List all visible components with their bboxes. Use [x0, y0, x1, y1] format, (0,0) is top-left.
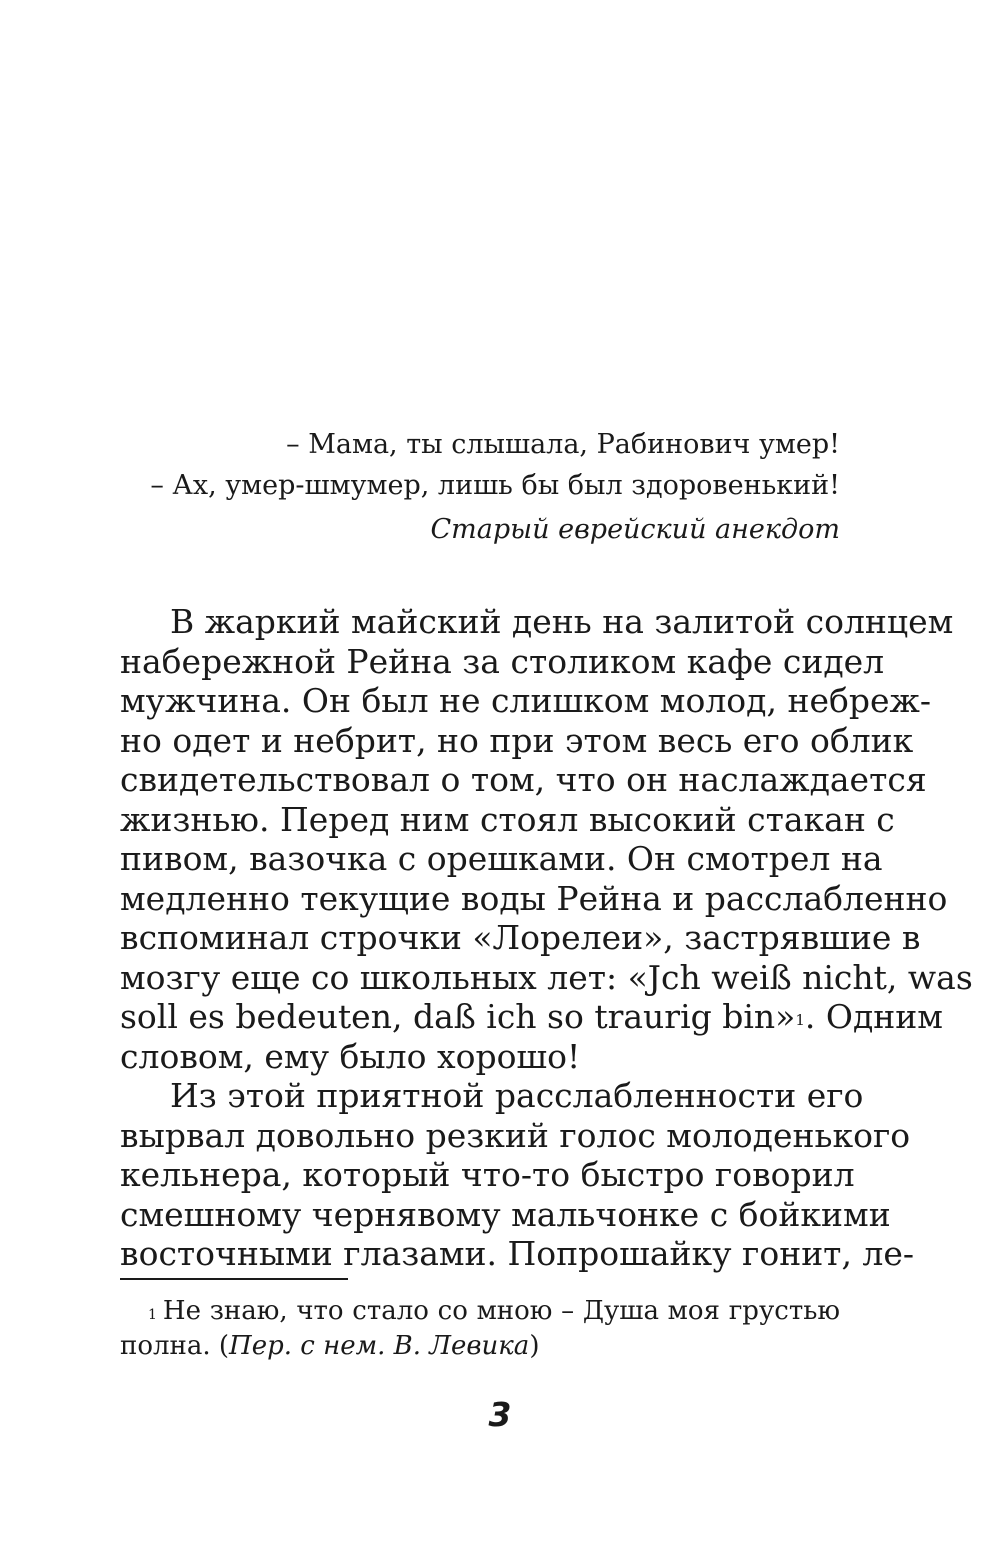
footnote — [120, 1294, 840, 1364]
epigraph — [120, 424, 840, 550]
text-line: набережной Рейна за столиком кафе сидел — [120, 641, 885, 681]
footnote-text: ) — [529, 1331, 540, 1361]
text-line: вспоминал строчки «Лорелеи», застрявшие в — [120, 918, 921, 957]
footnote-line — [120, 1329, 840, 1364]
footnote-line — [120, 1294, 840, 1329]
text-line: мужчина. Он был не слишком молод, небреж- — [120, 681, 932, 720]
text-line: кельнера, который что-то быстро говорил — [120, 1155, 855, 1194]
text-line: пивом, вазочка с орешками. Он смотрел на — [120, 839, 883, 878]
text-line: В жаркий майский день на залитой солнцем — [170, 602, 954, 641]
epigraph-line: – Ах, умер-шмумер, лишь бы был здоровенький! — [150, 470, 840, 501]
footnote-mark: 1 — [148, 1307, 157, 1323]
footnote-text: Не знаю, что стало со мною – Душа моя грустью — [162, 1296, 840, 1326]
epigraph-line: – Мама, ты слышала, Рабинович умер! — [286, 429, 840, 460]
text-line: мозгу еще со школьных лет: «Jch weiß nicht, was — [120, 957, 973, 997]
text-line: восточными глазами. Попрошайку гонит, ле- — [120, 1234, 915, 1273]
text-line: Из этой приятной расслабленности его — [170, 1076, 864, 1115]
page-number: 3 — [488, 1395, 512, 1434]
footnote-attribution: Пер. с нем. В. Левика — [229, 1331, 530, 1361]
footnote-divider — [120, 1278, 348, 1280]
epigraph-source: Старый еврейский анекдот — [430, 514, 840, 545]
text-fragment: . Одним — [804, 997, 943, 1036]
text-line: жизнью. Перед ним стоял высокий стакан с — [120, 799, 895, 839]
text-line: смешному чернявому мальчонке с бойкими — [120, 1194, 891, 1234]
text-line: свидетельствовал о том, что он наслаждается — [120, 760, 927, 799]
footnote-text: полна. ( — [120, 1331, 230, 1361]
text-line: но одет и небрит, но при этом весь его облик — [120, 720, 914, 760]
text-line: медленно текущие воды Рейна и расслабленно — [120, 878, 948, 918]
text-line: вырвал довольно резкий голос молоденького — [120, 1115, 911, 1155]
chapter-text — [120, 602, 973, 1274]
text-line — [120, 997, 943, 1037]
text-fragment: soll es bedeuten, daß ich so traurig bin» — [120, 997, 796, 1036]
text-line: словом, ему было хорошо! — [120, 1036, 581, 1076]
footnote-reference[interactable]: 1 — [795, 1011, 805, 1029]
